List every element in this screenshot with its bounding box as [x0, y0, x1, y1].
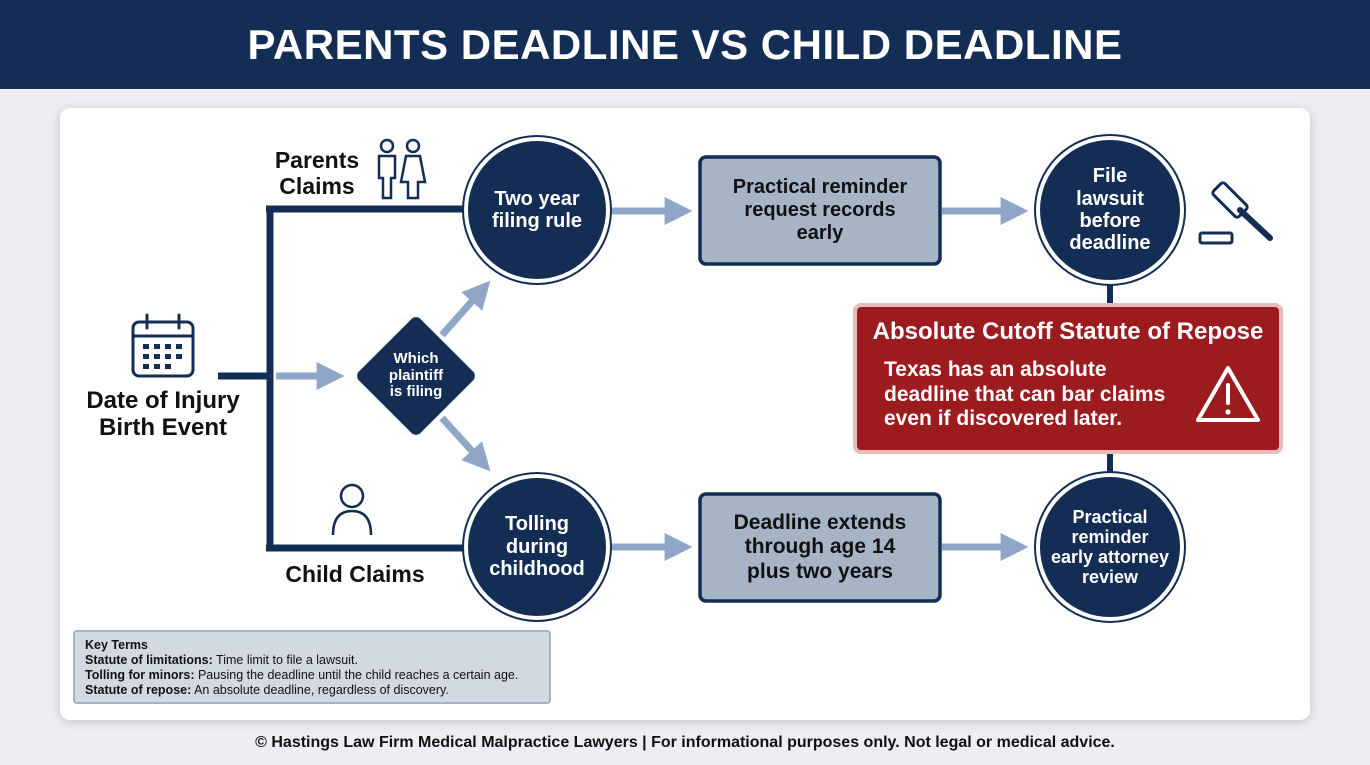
key-term-definition: An absolute deadline, regardless of discovery. — [194, 683, 449, 697]
key-terms-title: Key Terms — [85, 638, 148, 652]
page-title: PARENTS DEADLINE VS CHILD DEADLINE — [247, 20, 1123, 68]
child-rule-line3: childhood — [489, 558, 585, 581]
parents-reminder-text — [703, 160, 937, 261]
parents-icon — [379, 140, 425, 198]
parents-reminder-line3: early — [796, 222, 844, 244]
child-extension-line3: plus two years — [747, 559, 893, 583]
footer-disclaimer: © Hastings Law Firm Medical Malpractice Lawyers | For informational purposes only. Not legal or medical advice. — [255, 734, 1115, 751]
key-terms-panel — [73, 630, 551, 704]
parents-rule-text — [470, 175, 604, 245]
child-label: Child Claims — [285, 561, 425, 587]
key-term-item — [85, 683, 539, 698]
decision-line3: is filing — [389, 383, 443, 401]
child-rule-line1: Tolling — [504, 513, 570, 536]
child-final-line4: review — [1081, 567, 1139, 588]
child-final-line3: early attorney — [1050, 547, 1170, 567]
decision-line1: Which — [393, 349, 439, 367]
calendar-icon — [133, 315, 193, 376]
parents-reminder-line2: request records — [744, 199, 896, 221]
parents-label-line1: Parents — [274, 147, 360, 173]
key-term-item — [85, 653, 539, 668]
child-extension-line2: through age 14 — [744, 535, 896, 559]
child-icon — [333, 485, 371, 535]
parents-final-line2: lawsuit — [1076, 187, 1144, 210]
arrow-to-child — [442, 418, 482, 462]
key-term-item — [85, 668, 539, 683]
child-rule-line2: during — [505, 535, 569, 558]
key-term-name: Statute of repose: — [85, 683, 192, 697]
parents-final-line1: File — [1092, 165, 1128, 188]
gavel-icon — [1200, 182, 1270, 243]
child-extension-line1: Deadline extends — [733, 511, 907, 535]
parents-final-text — [1045, 158, 1175, 262]
decision-text — [366, 343, 466, 409]
repose-body — [884, 358, 1194, 432]
start-label-line1: Date of Injury — [86, 387, 240, 414]
child-rule-text — [470, 508, 604, 586]
key-term-definition: Pausing the deadline until the child reaches a certain age. — [197, 668, 519, 682]
repose-title: Absolute Cutoff Statute of Repose — [872, 318, 1264, 345]
child-extension-text — [703, 497, 937, 598]
child-final-text — [1040, 504, 1180, 590]
parents-final-line3: before — [1079, 210, 1141, 232]
parents-reminder-line1: Practical reminder — [732, 176, 908, 198]
repose-body-line3: even if discovered later. — [884, 407, 1123, 431]
parents-rule-line1: Two year — [494, 187, 580, 210]
decision-line2: plaintiff — [388, 366, 444, 384]
child-final-line2: reminder — [1071, 526, 1149, 547]
parents-final-line4: deadline — [1069, 232, 1151, 255]
key-term-name: Tolling for minors: — [85, 668, 195, 682]
start-label — [72, 388, 254, 442]
repose-body-line2: deadline that can bar claims — [884, 382, 1166, 406]
key-term-definition: Time limit to file a lawsuit. — [216, 653, 358, 667]
child-final-line1: Practical — [1072, 506, 1148, 527]
parents-label-line2: Claims — [279, 172, 355, 199]
parents-label — [262, 148, 372, 200]
parents-rule-line2: filing rule — [492, 210, 582, 232]
repose-body-line1: Texas has an absolute — [884, 358, 1107, 381]
arrow-to-parents — [442, 290, 482, 335]
key-term-name: Statute of limitations: — [85, 653, 213, 667]
start-label-line2: Birth Event — [98, 413, 227, 441]
